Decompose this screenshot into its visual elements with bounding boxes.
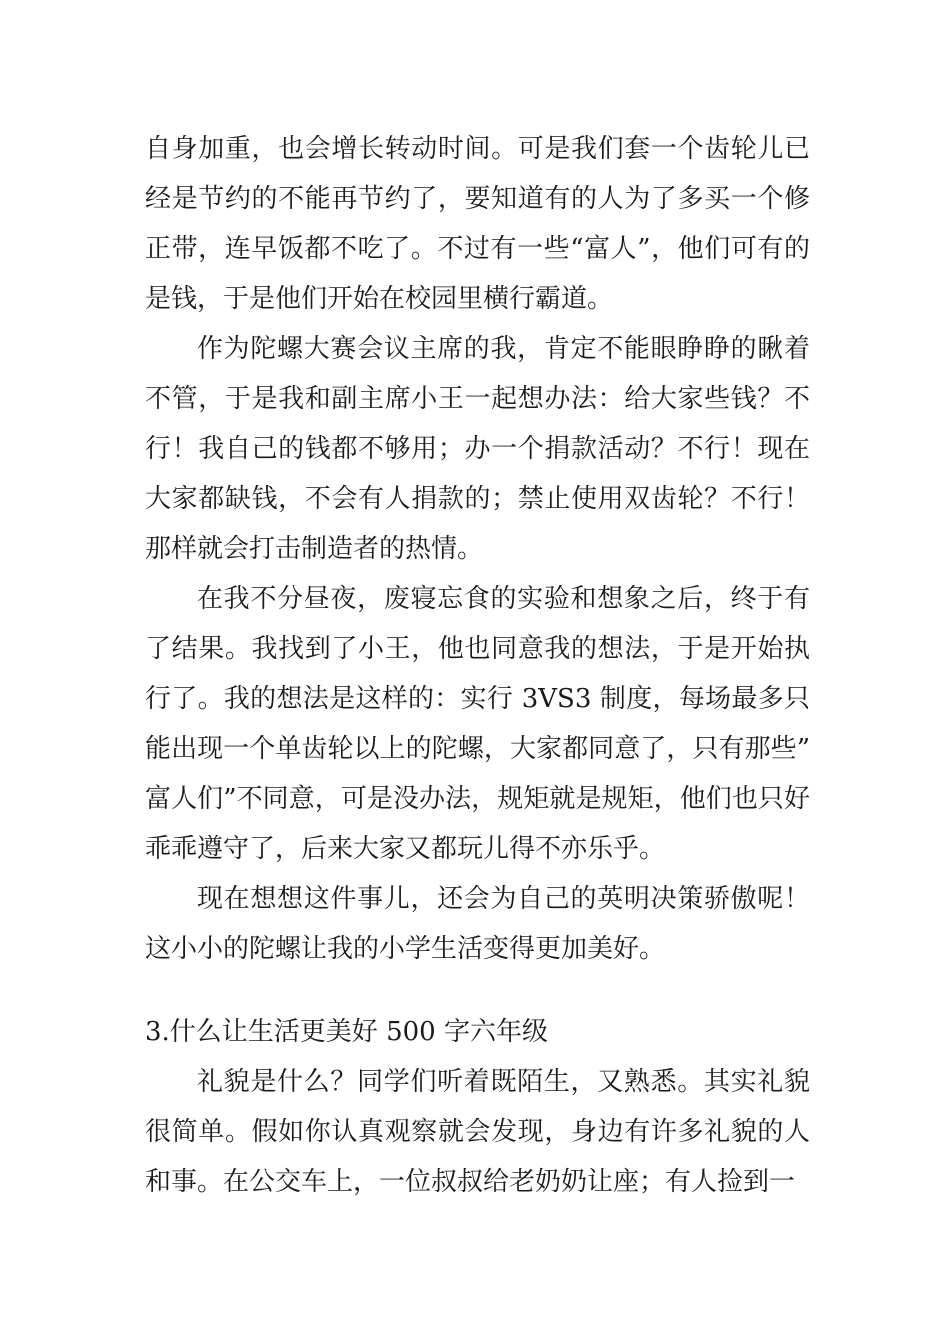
paragraph-4: 现在想想这件事儿，还会为自己的英明决策骄傲呢！这小小的陀螺让我的小学生活变得更加美好。 [145, 884, 810, 964]
document-body [145, 124, 810, 1207]
section-heading: 3.什么让生活更美好 500 字六年级 [145, 1017, 548, 1047]
paragraph-5: 礼貌是什么？同学们听着既陌生，又熟悉。其实礼貌很简单。假如你认真观察就会发现，身边有许多礼貌的人和事。在公交车上，一位叔叔给老奶奶让座；有人捡到一 [145, 1067, 810, 1197]
paragraph-2: 作为陀螺大赛会议主席的我，肯定不能眼睁睁的瞅着不管，于是我和副主席小王一起想办法：给大家些钱？不行！我自己的钱都不够用；办一个捐款活动？不行！现在大家都缺钱，不会有人捐款的；禁止使用双齿轮？不行！那样就会打击制造者的热情。 [145, 334, 810, 564]
paragraph-3: 在我不分昼夜，废寝忘食的实验和想象之后，终于有了结果。我找到了小王，他也同意我的想法，于是开始执行了。我的想法是这样的：实行 3VS3 制度，每场最多只能出现一个单齿轮以上的陀螺，大家都同意了，只有那些”富人们”不同意，可是没办法，规矩就是规矩，他们也只好乖乖遵守了，后来大家又都玩儿得不亦乐乎。 [145, 584, 810, 864]
paragraph-1: 自身加重，也会增长转动时间。可是我们套一个齿轮儿已经是节约的不能再节约了，要知道有的人为了多买一个修正带，连早饭都不吃了。不过有一些“富人”，他们可有的是钱，于是他们开始在校园里横行霸道。 [145, 134, 810, 314]
